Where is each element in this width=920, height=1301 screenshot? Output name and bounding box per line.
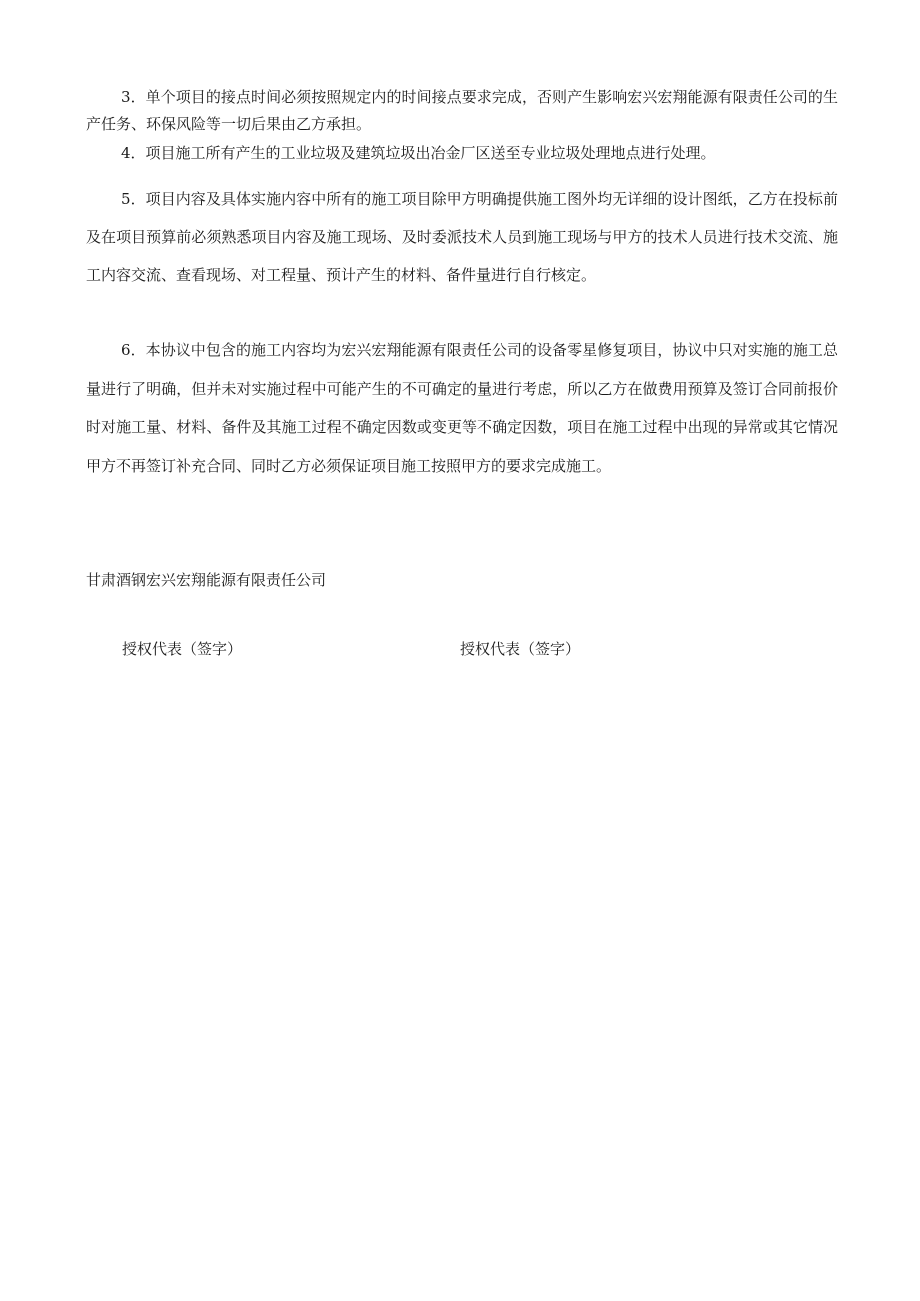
company-name: 甘肃酒钢宏兴宏翔能源有限责任公司 — [86, 571, 327, 589]
clause-4: 4．项目施工所有产生的工业垃圾及建筑垃圾出冶金厂区送至专业垃圾处理地点进行处理。 — [121, 144, 716, 162]
signature-label-left: 授权代表（签字） — [122, 640, 243, 658]
clause-5: 5．项目内容及具体实施内容中所有的施工项目除甲方明确提供施工图外均无详细的设计图纸，乙方在投标前及在项目预算前必须熟悉项目内容及施工现场、及时委派技术人员到施工现场与甲方的技术人员进行技术交流、施工内容交流、查看现场、对工程量、预计产生的材料、备件量进行自行核定。 — [86, 190, 838, 284]
clause-3: 3．单个项目的接点时间必须按照规定内的时间接点要求完成，否则产生影响宏兴宏翔能源有限责任公司的生产任务、环保风险等一切后果由乙方承担。 — [86, 88, 838, 133]
signature-label-right: 授权代表（签字） — [460, 640, 581, 658]
clause-6: 6．本协议中包含的施工内容均为宏兴宏翔能源有限责任公司的设备零星修复项目，协议中只对实施的施工总量进行了明确，但并未对实施过程中可能产生的不可确定的量进行考虑，所以乙方在做费用预算及签订合同前报价时对施工量、材料、备件及其施工过程不确定因数或变更等不确定因数，项目在施工过程中出现的异常或其它情况甲方不再签订补充合同、同时乙方必须保证项目施工按照甲方的要求完成施工。 — [86, 341, 838, 475]
